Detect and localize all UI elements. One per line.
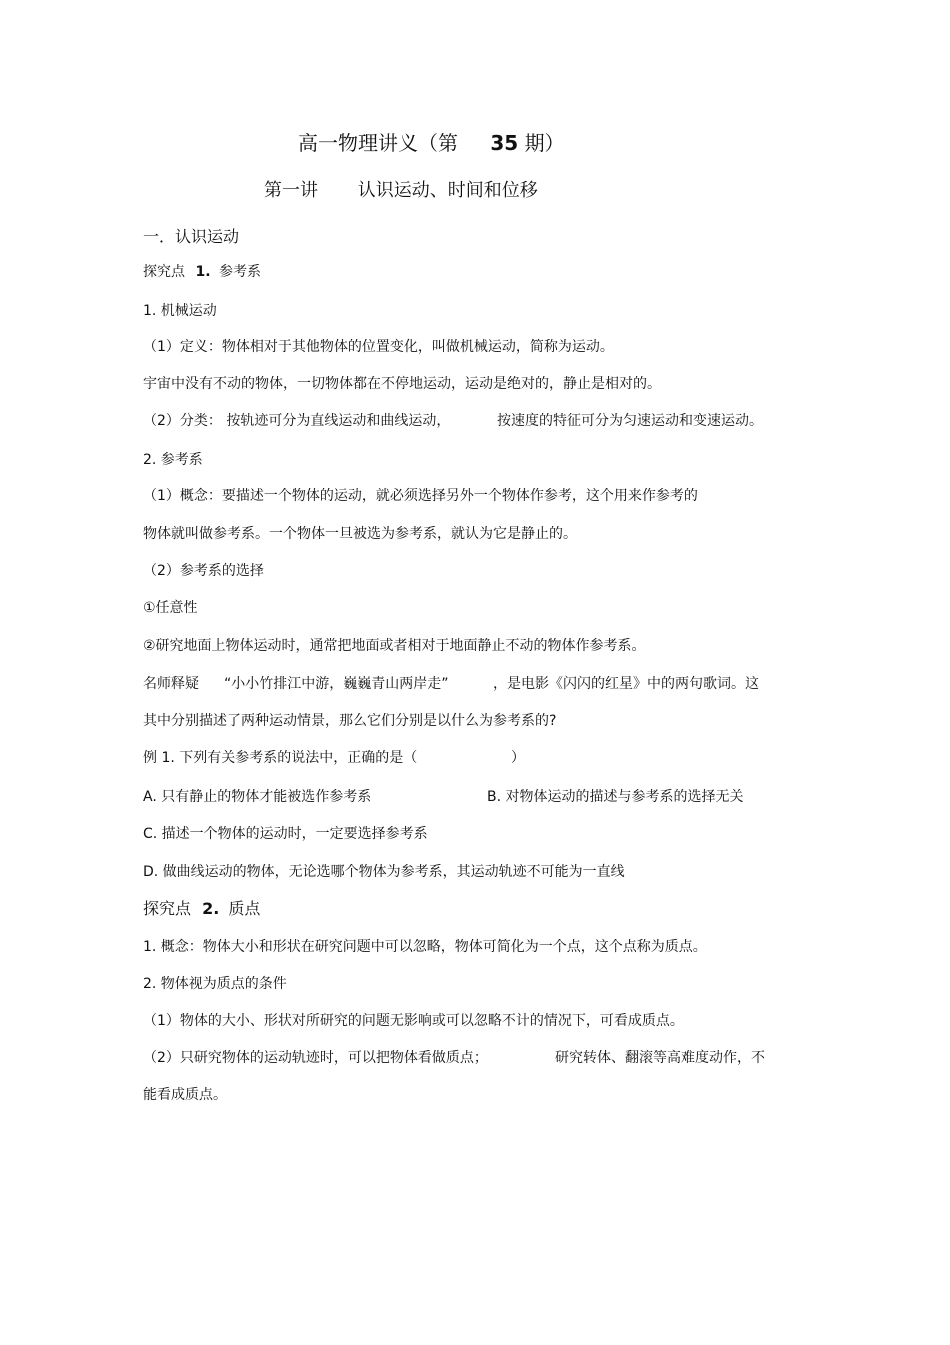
text-line: （2）分类： 按轨迹可分为直线运动和曲线运动， [143,413,451,429]
lecture-topic: 认识运动、时间和位移 [357,180,538,201]
probe-number: 2. [202,899,220,918]
option-c: C. 描述一个物体的运动时，一定要选择参考系 [143,826,428,842]
text-line: 名师释疑 [143,676,199,692]
text-line: 其中分别描述了两种运动情景，那么它们分别是以什么为参考系的? [143,713,557,729]
title-number: 35 [490,131,519,155]
text-line: 研究转体、翻滚等高难度动作，不 [555,1050,765,1066]
probe-label: 探究点 [143,899,192,918]
text-line: 按速度的特征可分为匀速运动和变速运动。 [497,413,763,429]
option-a: A. 只有静止的物体才能被选作参考系 [143,789,372,805]
option-b: B. 对物体运动的描述与参考系的选择无关 [487,789,744,805]
text-line: （1）概念：要描述一个物体的运动，就必须选择另外一个物体作参考，这个用来作参考的 [143,488,698,504]
example-question: 例 1. 下列有关参考系的说法中，正确的是（ [143,750,418,766]
probe-label: 探究点 [143,264,185,280]
title-suffix: 期） [524,131,565,155]
text-line: 2. 参考系 [143,452,203,468]
text-line: 1. 概念：物体大小和形状在研究问题中可以忽略，物体可简化为一个点，这个点称为质点。 [143,939,707,955]
example-answer-blank: ） [511,750,525,766]
page-title [298,130,565,156]
probe-heading-2 [143,898,260,920]
probe-title: 质点 [228,899,261,918]
title-prefix: 高一物理讲义（第 [298,131,458,155]
option-d: D. 做曲线运动的物体，无论选哪个物体为参考系，其运动轨迹不可能为一直线 [143,864,625,880]
text-line: ①任意性 [143,600,198,616]
section-heading: 一．认识运动 [143,227,240,246]
text-line: ②研究地面上物体运动时，通常把地面或者相对于地面静止不动的物体作参考系。 [143,638,646,654]
text-line: （1）定义：物体相对于其他物体的位置变化，叫做机械运动，简称为运动。 [143,339,614,355]
text-line: 宇宙中没有不动的物体，一切物体都在不停地运动，运动是绝对的，静止是相对的。 [143,376,661,392]
text-line: 1. 机械运动 [143,303,217,319]
text-line: 物体就叫做参考系。一个物体一旦被选为参考系，就认为它是静止的。 [143,526,577,542]
probe-number: 1. [195,264,211,280]
lecture-subtitle [264,179,538,203]
text-line: （2）参考系的选择 [143,563,264,579]
text-line: 能看成质点。 [143,1087,227,1103]
text-line: “小小竹排江中游，巍巍青山两岸走” [224,676,449,692]
probe-heading-1 [143,262,261,282]
text-line: （1）物体的大小、形状对所研究的问题无影响或可以忽略不计的情况下，可看成质点。 [143,1013,684,1029]
text-line: （2）只研究物体的运动轨迹时，可以把物体看做质点； [143,1050,488,1066]
lecture-number: 第一讲 [264,180,318,201]
text-line: 2. 物体视为质点的条件 [143,976,287,992]
text-line: ，是电影《闪闪的红星》中的两句歌词。这 [493,676,759,692]
probe-title: 参考系 [218,264,261,280]
